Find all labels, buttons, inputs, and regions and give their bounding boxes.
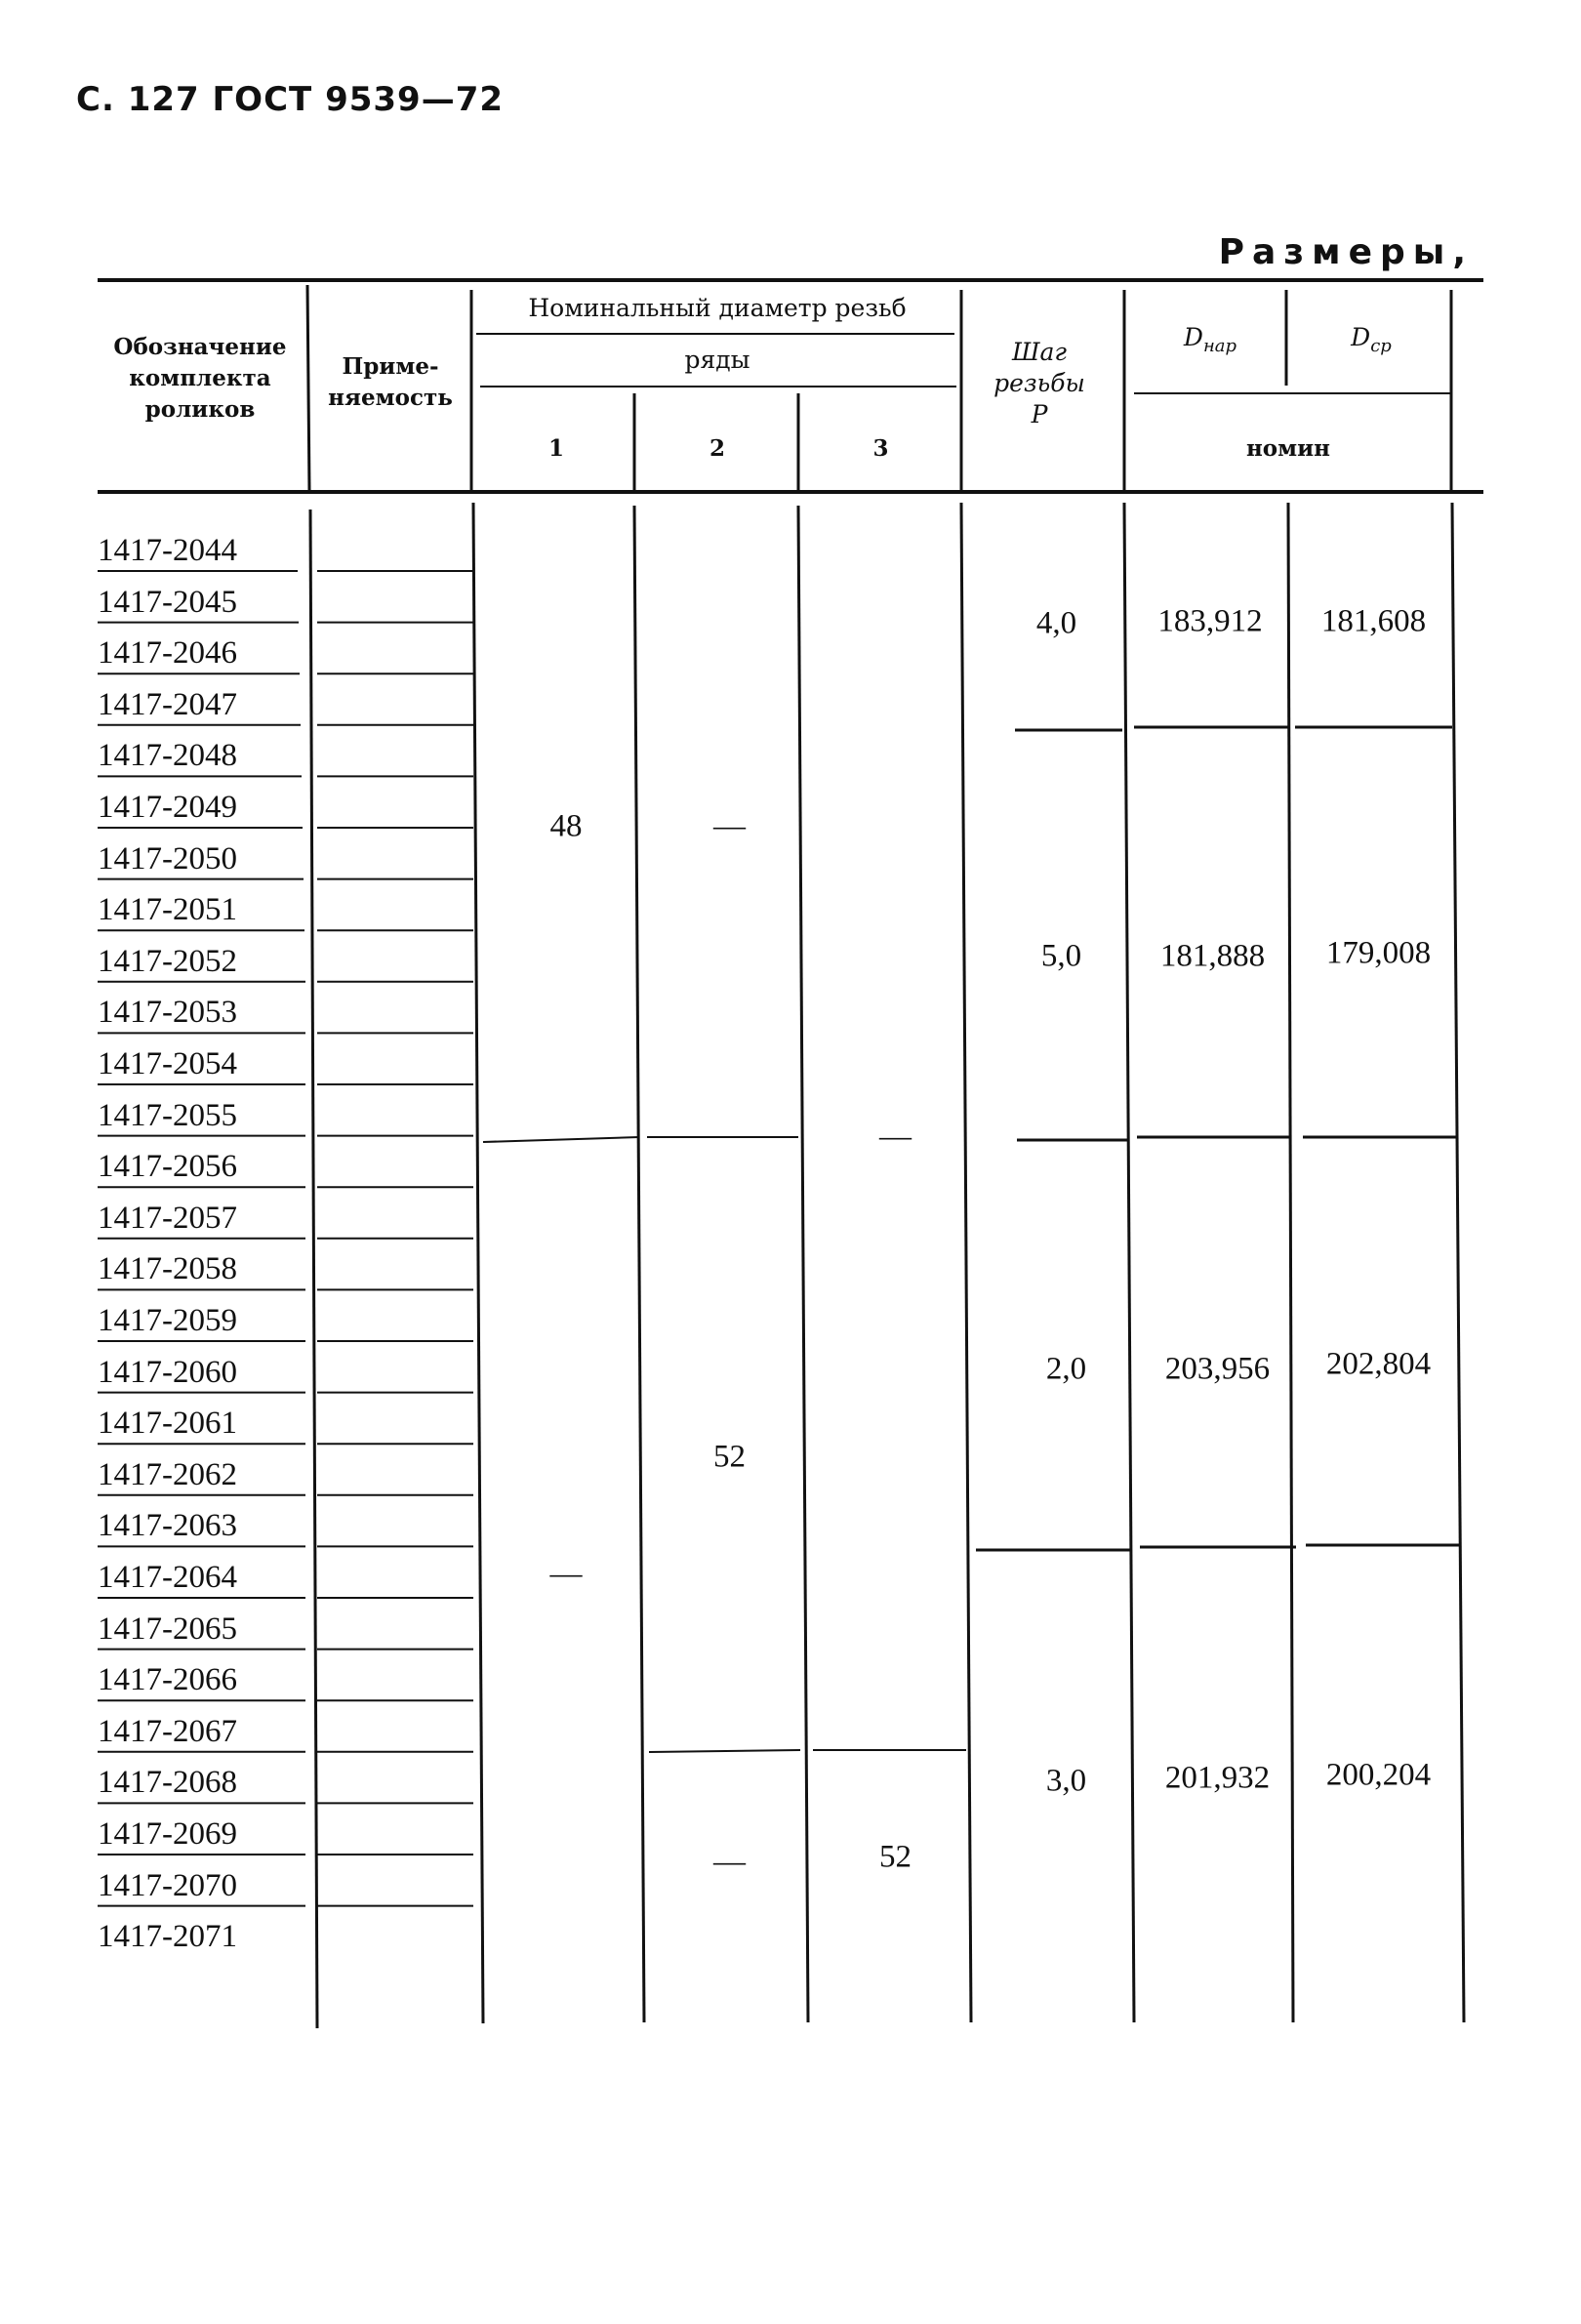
designation-code: 1417-2058 — [98, 1251, 237, 1287]
header-d-mean-sub: ср — [1370, 336, 1392, 356]
designation-code: 1417-2052 — [98, 943, 237, 979]
designation-code: 1417-2059 — [98, 1303, 237, 1338]
d-outer-group-2: 181,888 — [1159, 938, 1266, 974]
body-col-sep — [798, 506, 808, 2022]
designation-code: 1417-2056 — [98, 1149, 237, 1185]
header-nominal: номин — [1245, 435, 1331, 462]
header-row-3: 3 — [872, 435, 889, 462]
designation-code: 1417-2055 — [98, 1097, 237, 1133]
d-mean-group-1: 181,608 — [1320, 603, 1427, 639]
header-row-1: 1 — [547, 435, 564, 462]
designation-code: 1417-2053 — [98, 995, 237, 1031]
body-col-sep — [473, 503, 483, 2023]
designation-code: 1417-2048 — [98, 738, 237, 774]
row1-value-dash: — — [549, 1556, 583, 1592]
designation-code: 1417-2045 — [98, 584, 237, 620]
body-col-sep — [961, 503, 971, 2022]
d-mean-group-2: 179,008 — [1325, 935, 1432, 971]
designation-code: 1417-2065 — [98, 1610, 237, 1647]
designation-code: 1417-2054 — [98, 1046, 237, 1081]
header-nominal-diameter: Номинальный диаметр резьб — [528, 294, 907, 322]
header-pitch: Шаг резьбы P — [993, 338, 1085, 428]
header-rows-label: ряды — [684, 346, 750, 374]
designation-code: 1417-2066 — [98, 1662, 237, 1698]
pitch-group-2: 5,0 — [1040, 938, 1082, 974]
pitch-group-4: 3,0 — [1045, 1763, 1087, 1799]
d-outer-group-3: 203,956 — [1164, 1351, 1271, 1387]
row2-value-52: 52 — [713, 1439, 746, 1475]
designation-code: 1417-2067 — [98, 1713, 237, 1749]
row2-value-dash-lower: — — [713, 1844, 746, 1880]
designation-code: 1417-2057 — [98, 1200, 237, 1236]
running-head: С. 127 ГОСТ 9539—72 — [76, 80, 505, 119]
row1-value-48: 48 — [549, 808, 583, 844]
designation-code: 1417-2069 — [98, 1816, 237, 1852]
d-mean-group-4: 200,204 — [1325, 1757, 1432, 1793]
d-outer-group-1: 183,912 — [1157, 603, 1263, 639]
designation-code: 1417-2047 — [98, 686, 237, 722]
header-d-mean — [1293, 322, 1449, 362]
header-col-sep — [307, 285, 309, 490]
header-d-outer-sub: нар — [1202, 336, 1237, 356]
row3-value-dash: — — [879, 1119, 912, 1155]
group-rule — [649, 1750, 800, 1752]
designation-code: 1417-2071 — [98, 1919, 237, 1955]
header-row-2: 2 — [709, 435, 725, 462]
d-outer-group-4: 201,932 — [1164, 1760, 1271, 1796]
designation-code: 1417-2049 — [98, 790, 237, 825]
header-applicability: Приме- няемость — [328, 353, 453, 411]
designation-code: 1417-2046 — [98, 635, 237, 672]
designation-code: 1417-2060 — [98, 1354, 237, 1390]
designation-code: 1417-2061 — [98, 1406, 237, 1442]
designation-code: 1417-2051 — [98, 892, 237, 928]
header-d-outer — [1132, 322, 1288, 362]
designation-code: 1417-2062 — [98, 1456, 237, 1492]
body-col-sep — [1452, 503, 1464, 2022]
header-designation: Обозначение комплекта роликов — [113, 334, 287, 423]
d-mean-group-3: 202,804 — [1325, 1346, 1432, 1382]
body-col-sep — [634, 506, 644, 2022]
units-label: Размеры, — [1218, 232, 1474, 272]
pitch-group-3: 2,0 — [1045, 1351, 1087, 1387]
pitch-group-1: 4,0 — [1035, 605, 1077, 641]
designation-code: 1417-2064 — [98, 1560, 237, 1595]
header-d-mean-main: D — [1351, 323, 1371, 351]
row3-value-52: 52 — [879, 1839, 912, 1875]
designation-code: 1417-2063 — [98, 1508, 237, 1544]
designation-code: 1417-2070 — [98, 1867, 237, 1903]
header-d-outer-main: D — [1183, 323, 1203, 351]
designation-code: 1417-2068 — [98, 1765, 237, 1801]
group-rule — [483, 1137, 639, 1142]
designation-code: 1417-2044 — [98, 533, 237, 568]
row2-value-dash: — — [713, 808, 746, 844]
designation-code: 1417-2050 — [98, 840, 237, 877]
